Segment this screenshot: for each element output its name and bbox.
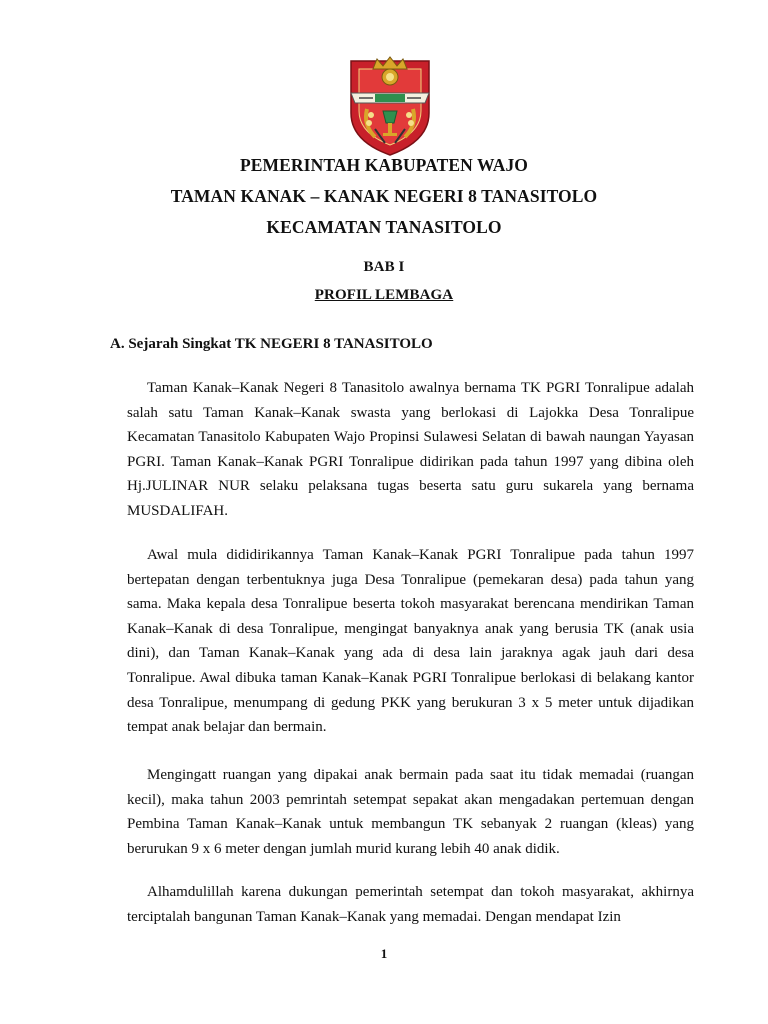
page-number: 1 bbox=[380, 946, 388, 961]
paragraph: Alhamdulillah karena dukungan pemerintah setempat dan tokoh masyarakat, akhirnya terciptalah bangunan Taman Kanak–Kanak yang memadai. Dengan mendapat Izin bbox=[127, 884, 694, 925]
header-government: PEMERINTAH KABUPATEN WAJO bbox=[239, 155, 529, 175]
chapter-number: BAB I bbox=[363, 259, 405, 275]
chapter-title: PROFIL LEMBAGA bbox=[314, 287, 454, 303]
paragraph: Awal mula dididirikannya Taman Kanak–Kanak PGRI Tonralipue pada tahun 1997 bertepatan dengan terbentuknya juga Desa Tonralipue (pemekaran desa) pada tahun yang sama. Maka kepala desa Tonralipue beserta tokoh masyarakat berencana mendirikan Taman Kanak–Kanak di desa Tonralipue, mengingat banyaknya anak yang berusia TK (anak usia dini), dan Taman Kanak–Kanak yang ada di desa lain jaraknya agak jauh dari desa Tonralipue. Awal dibuka taman Kanak–Kanak PGRI Tonralipue berlokasi di belakang kantor desa Tonralipue, menumpang di gedung PKK yang berukuran 3 x 5 meter untuk dijadikan tempat anak belajar dan bermain. bbox=[127, 547, 694, 736]
paragraph: Mengingatt ruangan yang dipakai anak bermain pada saat itu tidak memadai (ruangan kecil), maka tahun 2003 pemrintah setempat sepakat akan mengadakan pertemuan dengan Pembina Taman Kanak–Kanak untuk membangun TK sebanyak 2 ruangan (kleas) yang berurukan 9 x 6 meter dengan jumlah murid kurang lebih 40 anak didik. bbox=[127, 767, 694, 857]
header-school-name: TAMAN KANAK – KANAK NEGERI 8 TANASITOLO bbox=[170, 186, 598, 206]
regency-emblem-icon bbox=[345, 55, 435, 157]
paragraph: Taman Kanak–Kanak Negeri 8 Tanasitolo awalnya bernama TK PGRI Tonralipue adalah salah satu Taman Kanak–Kanak swasta yang berlokasi di Lajokka Desa Tonralipue Kecamatan Tanasitolo Kabupaten Wajo Propinsi Sulawesi Selatan di bawah naungan Yayasan PGRI. Taman Kanak–Kanak PGRI Tonralipue didirikan pada tahun 1997 yang dibina oleh Hj.JULINAR NUR selaku pelaksana tugas beserta satu guru sukarela yang bernama MUSDALIFAH. bbox=[127, 380, 694, 519]
section-heading: A. Sejarah Singkat TK NEGERI 8 TANASITOLO bbox=[110, 336, 433, 352]
header-district: KECAMATAN TANASITOLO bbox=[266, 217, 502, 237]
